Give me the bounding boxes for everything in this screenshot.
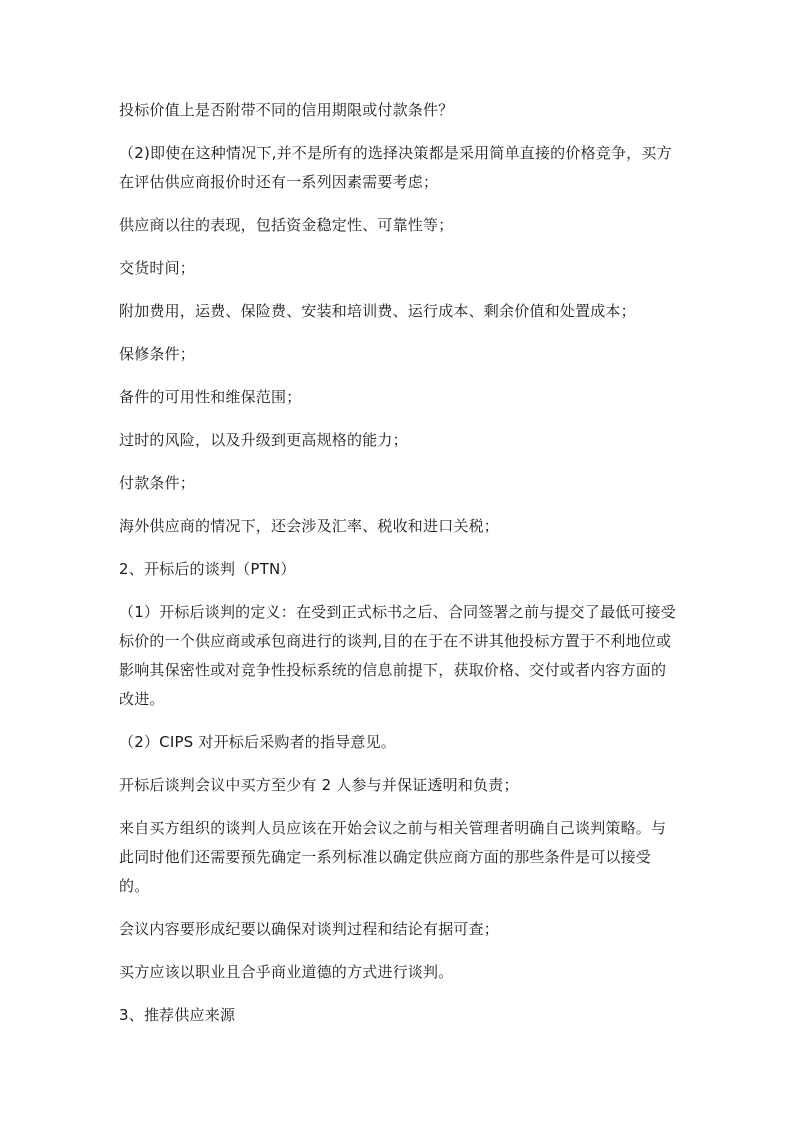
list-item-two-participants: 开标后谈判会议中买方至少有 2 人参与并保证透明和负责； [119,776,519,794]
list-item-payment-terms: 付款条件； [119,474,196,492]
list-item-obsolescence-risk: 过时的风险，以及升级到更高规格的能力； [119,431,408,449]
list-item-meeting-minutes: 会议内容要形成纪要以确保对谈判过程和结论有据可查； [119,920,500,938]
list-item-delivery-time: 交货时间； [119,259,196,277]
list-item-past-performance: 供应商以往的表现，包括资金稳定性、可靠性等； [119,216,454,234]
list-item-warranty: 保修条件； [119,345,196,363]
list-item-spare-parts: 备件的可用性和维保范围； [119,388,302,406]
list-item-overseas-suppliers: 海外供应商的情况下，还会涉及汇率、税收和进口关税； [119,517,500,535]
list-item-ethical-negotiation: 买方应该以职业且合乎商业道德的方式进行谈判。 [119,963,454,981]
list-item-negotiation-strategy: 来自买方组织的谈判人员应该在开始会议之前与相关管理者明确自己谈判策略。与此同时他们还需要预先确定一系列标准以确定供应商方面的那些条件是可以接受的。 [119,819,667,895]
section-heading-ptn: 2、开标后的谈判（PTN） [119,560,296,578]
paragraph-cips-guidance: （2）CIPS 对开标后采购者的指导意见。 [119,733,396,751]
section-heading-recommended-sources: 3、推荐供应来源 [119,1006,236,1024]
paragraph-credit-terms-question: 投标价值上是否附带不同的信用期限或付款条件？ [119,101,454,119]
list-item-additional-costs: 附加费用，运费、保险费、安装和培训费、运行成本、剩余价值和处置成本； [119,302,636,320]
paragraph-evaluation-factors: （2)即使在这种情况下,并不是所有的选择决策都是采用简单直接的价格竞争，买方在评估供应商报价时还有一系列因素需要考虑； [119,144,672,191]
paragraph-ptn-definition: （1）开标后谈判的定义：在受到正式标书之后、合同签署之前与提交了最低可接受标价的一个供应商或承包商进行的谈判,目的在于在不讲其他投标方置于不利地位或影响其保密性或对竞争性投标系统的信息前提下，获取价格、交付或者内容方面的改进。 [119,603,676,708]
document-body [119,96,679,1044]
